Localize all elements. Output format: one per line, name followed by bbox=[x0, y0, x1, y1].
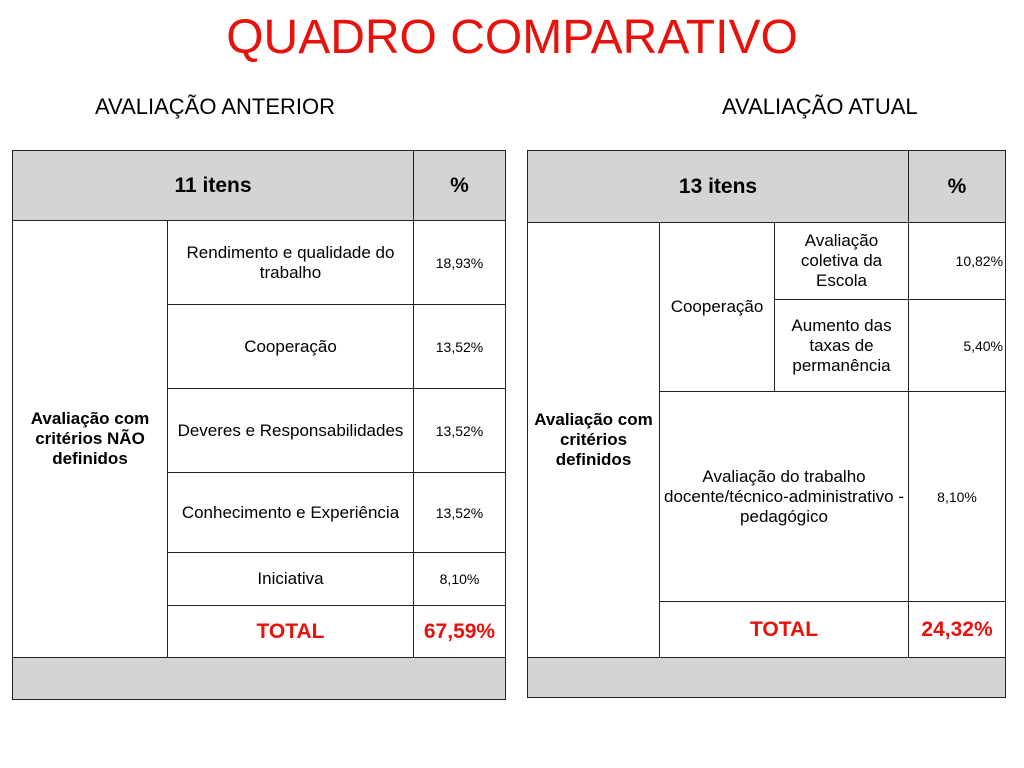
footer-row bbox=[528, 658, 1006, 698]
group-label: Avaliação com critérios definidos bbox=[528, 223, 660, 658]
percent-cell: 13,52% bbox=[414, 473, 506, 553]
total-label: TOTAL bbox=[168, 606, 414, 658]
percent-cell: 18,93% bbox=[414, 221, 506, 305]
percent-cell: 8,10% bbox=[414, 553, 506, 606]
cooperation-label: Cooperação bbox=[660, 223, 775, 392]
previous-evaluation-table bbox=[12, 150, 506, 700]
criterion-cell: Iniciativa bbox=[168, 553, 414, 606]
criterion-cell: Avaliação coletiva da Escola bbox=[775, 223, 909, 300]
criterion-cell: Conhecimento e Experiência bbox=[168, 473, 414, 553]
percent-cell: 5,40% bbox=[909, 300, 1006, 392]
page-title: QUADRO COMPARATIVO bbox=[226, 11, 798, 64]
percent-cell: 10,82% bbox=[909, 223, 1006, 300]
criterion-cell: Cooperação bbox=[168, 305, 414, 389]
percent-header: % bbox=[909, 151, 1006, 223]
group-label: Avaliação com critérios NÃO definidos bbox=[13, 221, 168, 658]
footer-row bbox=[13, 658, 506, 700]
items-count-header: 13 itens bbox=[528, 151, 909, 223]
percent-header: % bbox=[414, 151, 506, 221]
percent-cell: 13,52% bbox=[414, 389, 506, 473]
previous-evaluation-heading: AVALIAÇÃO ANTERIOR bbox=[95, 94, 336, 119]
percent-cell: 13,52% bbox=[414, 305, 506, 389]
total-value: 24,32% bbox=[909, 602, 1006, 658]
current-evaluation-heading: AVALIAÇÃO ATUAL bbox=[722, 94, 918, 119]
items-count-header: 11 itens bbox=[13, 151, 414, 221]
criterion-cell: Rendimento e qualidade do trabalho bbox=[168, 221, 414, 305]
percent-cell: 8,10% bbox=[909, 392, 1006, 602]
criterion-cell: Avaliação do trabalho docente/técnico-administrativo - pedagógico bbox=[660, 392, 909, 602]
current-evaluation-table bbox=[527, 150, 1006, 698]
total-value: 67,59% bbox=[414, 606, 506, 658]
criterion-cell: Deveres e Responsabilidades bbox=[168, 389, 414, 473]
total-label: TOTAL bbox=[660, 602, 909, 658]
criterion-cell: Aumento das taxas de permanência bbox=[775, 300, 909, 392]
